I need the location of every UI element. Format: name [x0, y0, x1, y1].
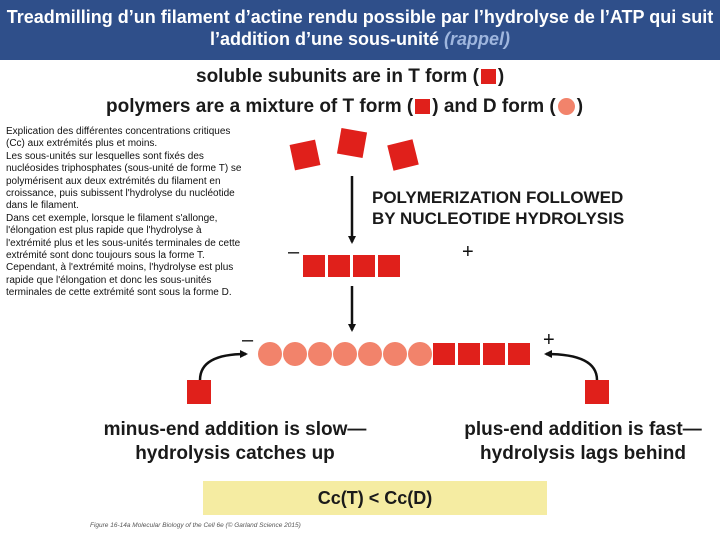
polymerization-heading-line2: BY NUCLEOTIDE HYDROLYSIS	[372, 209, 625, 228]
free-subunit-t	[337, 128, 367, 158]
minus-caption-line2: hydrolysis catches up	[135, 443, 335, 464]
free-subunit-t	[290, 140, 321, 171]
filament-subunit-d	[333, 342, 357, 366]
explanation-para: Dans cet exemple, lorsque le filament s'allonge, l'élongation est plus rapide que l'hydrolyse à l'extrémité plus et les sous-unités terminales de cette extrémité sont donc toujours sous la forme T.	[6, 212, 241, 262]
explanation-para: Cependant, à l'extrémité moins, l'hydrolyse est plus rapide que l'élongation et donc les sous-unités terminales de cette extrémité sont sous la forme D.	[6, 262, 234, 299]
filament-subunit-t	[303, 255, 325, 277]
legend-polymers-text-a: polymers are a mixture of T form (	[106, 96, 414, 117]
title-parenthetical: (rappel)	[444, 29, 511, 49]
filament-subunit-t	[458, 343, 480, 365]
explanation-para: Explication des différentes concentrations critiques (Cc) aux extrémités plus et moins.	[6, 126, 231, 150]
filament-subunit-d	[358, 342, 382, 366]
filament-subunit-t	[508, 343, 530, 365]
incoming-subunit-plus	[585, 380, 609, 404]
critical-concentration-box	[203, 481, 547, 515]
arrow-plus-addition	[546, 354, 597, 380]
minus-end-caption	[90, 418, 380, 466]
incoming-subunit-minus	[187, 380, 211, 404]
minus-end-label: –	[242, 329, 254, 351]
filament-subunit-t	[378, 255, 400, 277]
plus-caption-line2: hydrolysis lags behind	[480, 443, 686, 464]
filament-subunit-t	[353, 255, 375, 277]
plus-end-label: +	[543, 329, 555, 351]
filament-subunit-d	[408, 342, 432, 366]
legend-polymers-text-b: ) and D form (	[432, 96, 556, 117]
arrow-minus-addition	[200, 354, 246, 380]
filament-subunit-t	[328, 255, 350, 277]
filament-subunit-d	[283, 342, 307, 366]
figure-credit: Figure 16-14a Molecular Biology of the Cell 6e (© Garland Science 2015)	[90, 522, 301, 529]
polymerization-heading-line1: POLYMERIZATION FOLLOWED	[372, 188, 624, 207]
title-main: Treadmilling d’un filament d’actine rendu possible par l’hydrolyse de l’ATP qui suit l’addition d’une sous-unité	[6, 7, 714, 49]
legend-polymers-close: )	[576, 96, 584, 117]
free-subunit-t	[387, 139, 419, 171]
filament-subunit-t	[433, 343, 455, 365]
filament-subunit-d	[258, 342, 282, 366]
filament-row-2	[258, 342, 530, 366]
filament-subunit-d	[383, 342, 407, 366]
plus-end-caption	[452, 418, 714, 466]
filament-row-1	[303, 255, 400, 277]
legend-soluble-text: soluble subunits are in T form (	[196, 66, 479, 87]
minus-caption-line1: minus-end addition is slow—	[103, 419, 367, 440]
polymerization-heading	[372, 187, 624, 229]
cc-inequality: Cc(T) < Cc(D)	[317, 488, 433, 508]
legend-soluble-close: )	[497, 66, 505, 87]
minus-end-label: –	[288, 241, 300, 263]
plus-caption-line1: plus-end addition is fast—	[464, 419, 702, 440]
explanation-para: Les sous-unités sur lesquelles sont fixés des nucléosides triphosphates (sous-unité de forme T) se polymérisent aux deux extrémités du filament en croissance, puis subissent l'hydrolyse du nucléotide dans le filament.	[6, 150, 242, 212]
filament-subunit-t	[483, 343, 505, 365]
filament-subunit-d	[308, 342, 332, 366]
plus-end-label: +	[462, 241, 474, 263]
